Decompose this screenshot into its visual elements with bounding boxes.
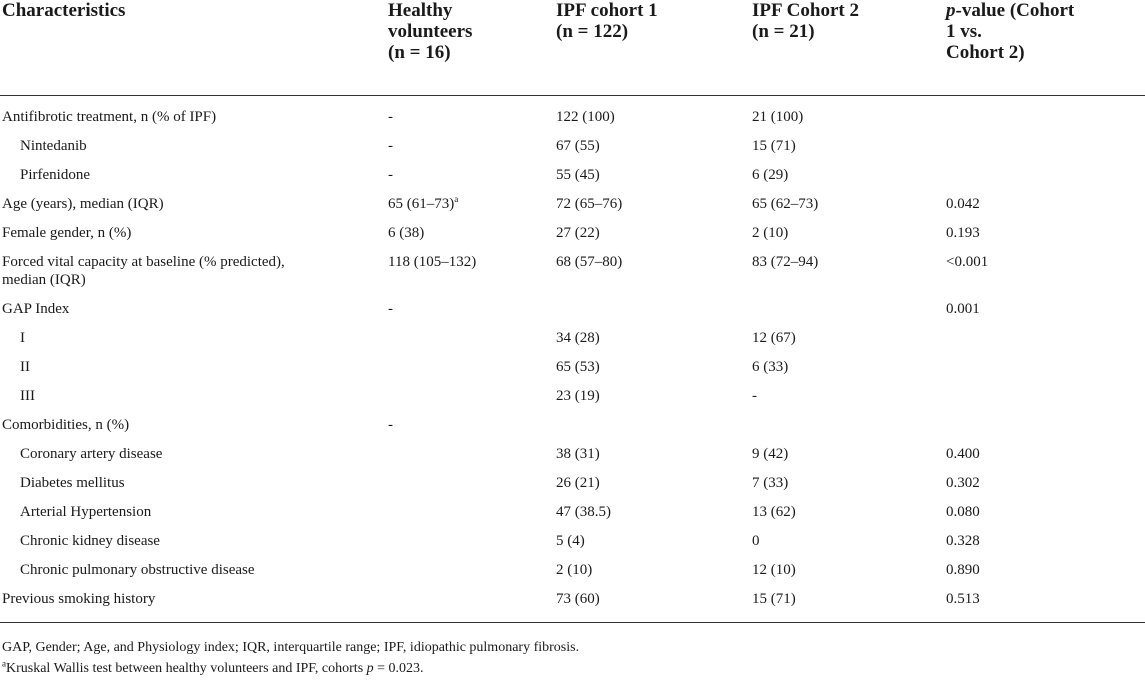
- row-label: Age (years), median (IQR): [2, 196, 164, 212]
- row-label: Chronic kidney disease: [20, 533, 160, 549]
- row-label: Forced vital capacity at baseline (% predicted), median (IQR): [2, 254, 285, 288]
- cell-cohort-2: 21 (100): [752, 109, 804, 125]
- cell-cohort-1: 68 (57–80): [556, 254, 623, 270]
- cell-healthy: [388, 382, 556, 411]
- row-label: Chronic pulmonary obstructive disease: [20, 562, 255, 578]
- cell-p-value: 0.042: [946, 196, 980, 212]
- row-label: Pirfenidone: [20, 167, 90, 183]
- header-characteristics: Characteristics: [0, 0, 388, 96]
- row-label: Coronary artery disease: [20, 446, 163, 462]
- cell-p-value: [946, 382, 1145, 411]
- cell-p-value: 0.890: [946, 562, 980, 578]
- cell-cohort-2: 65 (62–73): [752, 196, 819, 212]
- cell-p-value: [946, 353, 1145, 382]
- cell-healthy: -: [388, 167, 393, 183]
- cell-cohort-2: 13 (62): [752, 504, 796, 520]
- cell-cohort-2: 0: [752, 533, 760, 549]
- cell-healthy: -: [388, 109, 393, 125]
- row-label: III: [20, 388, 35, 404]
- cell-healthy: [388, 469, 556, 498]
- cell-healthy: -: [388, 138, 393, 154]
- cell-cohort-1: [556, 295, 752, 324]
- table-row: [0, 411, 1145, 440]
- table-row: [0, 469, 1145, 498]
- table-row: [0, 353, 1145, 382]
- cell-p-value: 0.328: [946, 533, 980, 549]
- cell-cohort-2: 7 (33): [752, 475, 789, 491]
- cell-healthy: 6 (38): [388, 225, 425, 241]
- table-row: [0, 382, 1145, 411]
- header-ipf-cohort-1: IPF cohort 1 (n = 122): [556, 0, 752, 96]
- row-label: II: [20, 359, 30, 375]
- cell-p-value: [946, 132, 1145, 161]
- cell-p-value: 0.513: [946, 585, 1145, 623]
- cell-cohort-1: 34 (28): [556, 330, 600, 346]
- cell-cohort-2: 15 (71): [752, 585, 946, 623]
- cell-healthy: -: [388, 301, 393, 317]
- cell-cohort-1: 38 (31): [556, 446, 600, 462]
- row-label: Comorbidities, n (%): [2, 417, 130, 433]
- cell-cohort-2: -: [752, 388, 757, 404]
- cell-healthy: [388, 527, 556, 556]
- table-row: [0, 498, 1145, 527]
- cell-cohort-2: [752, 411, 946, 440]
- cell-p-value: [946, 411, 1145, 440]
- cell-healthy: [388, 324, 556, 353]
- header-p-value: p-value (Cohort 1 vs. Cohort 2): [946, 0, 1145, 96]
- row-label: Previous smoking history: [0, 585, 388, 623]
- cell-cohort-2: 6 (29): [752, 167, 789, 183]
- cell-healthy: 118 (105–132): [388, 254, 477, 270]
- row-label: Nintedanib: [20, 138, 87, 154]
- cell-healthy: -: [388, 417, 393, 433]
- cell-p-value: 0.400: [946, 446, 980, 462]
- footnote-marker: a: [454, 194, 459, 204]
- table-row: [0, 556, 1145, 585]
- table-row: [0, 248, 1145, 295]
- cell-p-value: [946, 161, 1145, 190]
- table-row: [0, 295, 1145, 324]
- row-label: Arterial Hypertension: [20, 504, 152, 520]
- header-ipf-cohort-2: IPF Cohort 2 (n = 21): [752, 0, 946, 96]
- header-row: [0, 0, 1145, 96]
- cell-cohort-1: 26 (21): [556, 475, 600, 491]
- cell-cohort-1: 27 (22): [556, 225, 600, 241]
- table-row: [0, 324, 1145, 353]
- row-label: Diabetes mellitus: [20, 475, 125, 491]
- cell-cohort-2: 12 (10): [752, 562, 796, 578]
- cell-cohort-2: [752, 295, 946, 324]
- table-row: [0, 190, 1145, 219]
- cell-healthy: 65 $(61-73)^a$: [388, 194, 459, 212]
- header-healthy-volunteers: Healthy volunteers (n = 16): [388, 0, 556, 96]
- cell-cohort-1: 73 (60): [556, 585, 752, 623]
- cell-cohort-2: 15 (71): [752, 138, 796, 154]
- cell-healthy: [388, 585, 556, 623]
- footnote-marker: a: [2, 658, 6, 669]
- cell-healthy: [388, 440, 556, 469]
- cell-healthy: [388, 353, 556, 382]
- cell-healthy: [388, 498, 556, 527]
- cell-cohort-1: 23 (19): [556, 388, 600, 404]
- row-label: Antifibrotic treatment, n (% of IPF): [2, 109, 217, 125]
- cell-p-value: 0.302: [946, 475, 980, 491]
- table-row: [0, 161, 1145, 190]
- table-row: [0, 585, 1145, 623]
- cell-cohort-1: 72 (65–76): [556, 196, 623, 212]
- cell-cohort-2: 6 (33): [752, 359, 789, 375]
- cell-cohort-1: [556, 411, 752, 440]
- cell-cohort-1: 67 (55): [556, 138, 600, 154]
- cell-cohort-2: 9 (42): [752, 446, 789, 462]
- footnote-a: $^a$Kruskal Wallis test between healthy volunteers and IPF, cohorts p = 0.023.: [2, 658, 424, 676]
- cell-p-value: <0.001: [946, 254, 989, 270]
- cell-cohort-2: 83 (72–94): [752, 254, 819, 270]
- cell-cohort-2: 2 (10): [752, 225, 789, 241]
- cell-p-value: 0.001: [946, 301, 980, 317]
- cell-p-value: 0.080: [946, 504, 980, 520]
- table-row: [0, 440, 1145, 469]
- cell-p-value: [946, 324, 1145, 353]
- table-row: [0, 219, 1145, 248]
- cell-cohort-1: 55 (45): [556, 167, 600, 183]
- cell-cohort-2: 12 (67): [752, 330, 796, 346]
- table-row: [0, 96, 1145, 133]
- cell-cohort-1: 2 (10): [556, 562, 593, 578]
- cell-healthy: [388, 556, 556, 585]
- cell-cohort-1: 47 (38.5): [556, 504, 611, 520]
- table-row: [0, 132, 1145, 161]
- table-footnotes: [2, 637, 1142, 679]
- row-label: Female gender, n (%): [2, 225, 132, 241]
- cell-cohort-1: 122 (100): [556, 109, 615, 125]
- cell-p-value: 0.193: [946, 225, 980, 241]
- cell-cohort-1: 5 (4): [556, 533, 585, 549]
- row-label: GAP Index: [2, 301, 70, 317]
- cell-cohort-1: 65 (53): [556, 359, 600, 375]
- row-label: I: [20, 330, 25, 346]
- table-row: [0, 527, 1145, 556]
- footnote-abbreviations: GAP, Gender; Age, and Physiology index; IQR, interquartile range; IPF, idiopathic pulmonary fibrosis.: [2, 640, 580, 655]
- cell-p-value: [946, 96, 1145, 133]
